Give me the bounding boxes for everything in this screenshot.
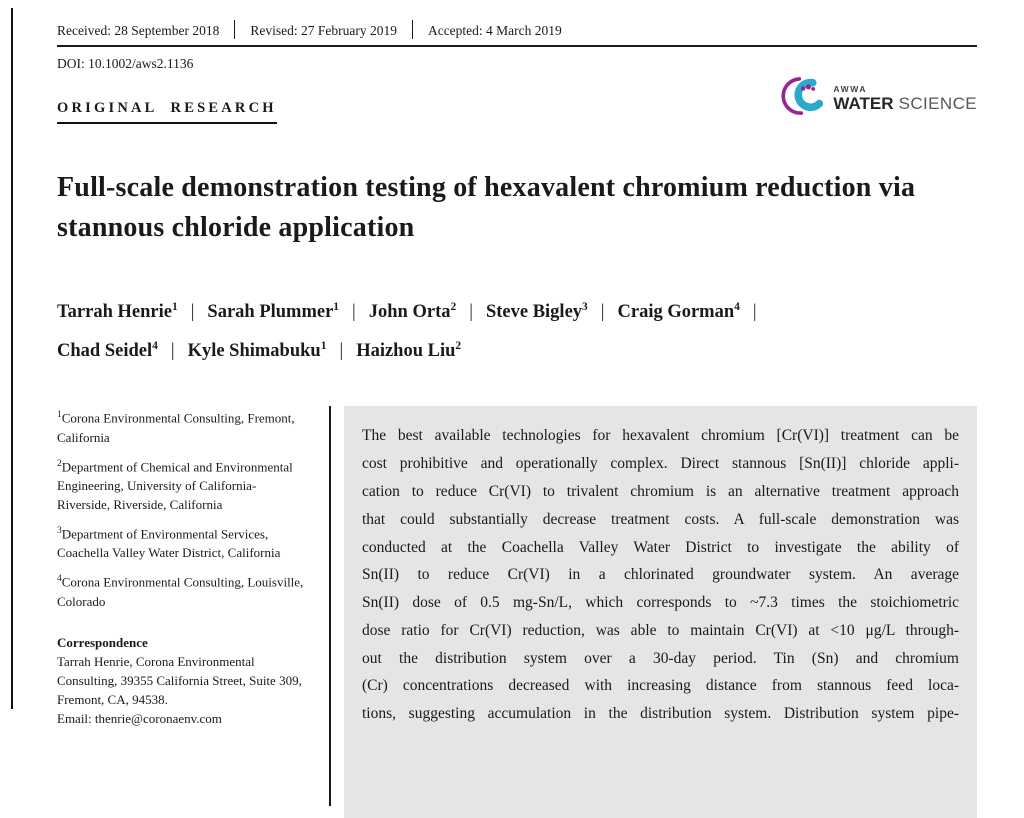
correspondence-email: Email: thenrie@coronaenv.com [57, 710, 222, 726]
abstract-panel [344, 406, 977, 818]
dates-separator [412, 20, 413, 39]
awwa-swirl-icon [788, 76, 826, 121]
author: John Orta$^2$ [368, 301, 457, 323]
journal-logo-text [833, 84, 977, 113]
author: Chad Seidel$^4$ [57, 340, 158, 362]
journal-name-bold: WATER [833, 94, 894, 113]
doi: DOI: 10.1002/aws2.1136 [57, 56, 194, 71]
abstract-line: Sn(II) to reduce Cr(VI) in a chlorinated groundwater system. An average [362, 566, 959, 584]
dates-separator [234, 20, 235, 39]
author-separator: | [752, 302, 757, 323]
affiliation: $^1$Corona Environmental Consulting, Fremont, California [57, 410, 295, 445]
date-revised: Revised: 27 February 2019 [250, 23, 397, 38]
author-separator: | [339, 341, 344, 362]
date-received: Received: 28 September 2018 [57, 23, 220, 38]
dates-row [57, 20, 977, 47]
correspondence-body: Tarrah Henrie, Corona Environmental Consulting, 39355 California Street, Suite 309, Fremont, CA, 94538. [57, 653, 302, 707]
column-divider [329, 406, 331, 806]
journal-name-light2: SCIENCE [898, 94, 977, 113]
page-left-rule [11, 8, 13, 709]
two-column-section [57, 406, 977, 725]
abstract-line: Sn(II) dose of 0.5 mg-Sn/L, which corresponds to ~7.3 times the stoichiometric [362, 594, 959, 612]
abstract-line: dose ratio for Cr(VI) reduction, was able to maintain Cr(VI) at <10 μg/L through- [362, 621, 959, 639]
abstract-line: The best available technologies for hexavalent chromium [Cr(VI)] treatment can be [362, 427, 959, 445]
author: Kyle Shimabuku$^1$ [187, 340, 327, 362]
author-separator: | [469, 302, 473, 323]
abstract-line: out the distribution system over a 30-day period. Tin (Sn) and chromium [362, 649, 959, 667]
journal-logo [788, 76, 977, 121]
author-separator: | [170, 341, 175, 362]
date-accepted: Accepted: 4 March 2019 [427, 23, 562, 38]
author: Haizhou Liu$^2$ [356, 340, 462, 362]
abstract-line: conducted at the Coachella Valley Water District to investigate the ability of [362, 538, 959, 556]
author-list [57, 290, 977, 368]
author: Tarrah Henrie$^1$ [57, 301, 178, 323]
author-separator: | [352, 302, 356, 323]
affiliations-sidebar [57, 406, 309, 725]
abstract-line: that could substantially decrease treatment costs. A full-scale demonstration was [362, 510, 959, 528]
abstract-line: cation to reduce Cr(VI) to trivalent chromium is an alternative treatment approach [362, 482, 959, 500]
page-content [57, 0, 977, 725]
affiliation: $^3$Department of Environmental Services, Coachella Valley Water District, California [57, 525, 281, 561]
author: Craig Gorman$^4$ [617, 301, 740, 323]
journal-name [833, 94, 977, 113]
abstract-line: cost prohibitive and operationally complex. Direct stannous [Sn(II)] chloride appli- [362, 455, 959, 473]
article-type-label: ORIGINAL RESEARCH [57, 100, 277, 124]
affiliation: $^4$Corona Environmental Consulting, Louisville, Colorado [57, 574, 304, 609]
affiliation: $^2$Department of Chemical and Environmental Engineering, University of California-Riverside, Riverside, California [57, 458, 293, 512]
author-separator: | [190, 302, 195, 323]
author: Sarah Plummer$^1$ [207, 301, 340, 323]
abstract-line: tions, suggesting accumulation in the distribution system. Distribution system pipe- [362, 705, 959, 723]
abstract-line: (Cr) concentrations decreased with increasing distance from stannous feed loca- [362, 677, 959, 695]
author-separator: | [600, 302, 605, 323]
journal-org: AWWA [833, 84, 868, 94]
correspondence-heading: Correspondence [57, 634, 148, 650]
paper-title: Full-scale demonstration testing of hexavalent chromium reduction via stannous chloride application [57, 172, 916, 243]
author: Steve Bigley$^3$ [485, 301, 588, 323]
